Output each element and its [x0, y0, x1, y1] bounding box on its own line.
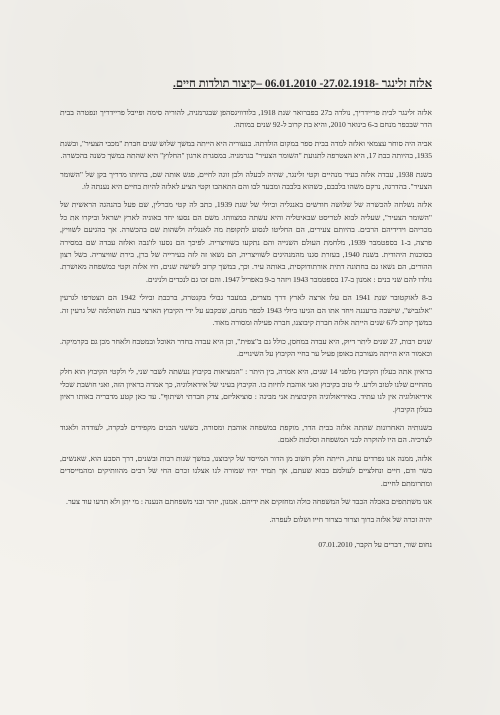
paragraph-condolences: אנו משתתפים באבלה הכבד של המשפחה כולה ומחזקים את ידיהם. אמנון, יזהר ובני משפחתם הנענה : מי יתן ולא תדעו עוד צער.	[66, 496, 432, 506]
paragraph-memory: יהיה זכרה של אלזה ברוך וצרור בצרור חייו ושלום לעפרה.	[269, 515, 432, 525]
document-title: אלזה זלינגר -27.02.1918- 06.01.2010 –קיצור תולדות חיים.	[172, 78, 432, 90]
paragraph-work: שנים רבות, 27 שנים ליתר דיוק, היא עבדה במחסן, כולל גם ב"צפית", וכן היא עבדה בחדר האוכל ובמטבח ולאחר מכן גם בקרמיקה. וכאמור היא הייתה מעורבת באופן פעיל ער בחיי הקיבוץ על השינויים.	[60, 336, 432, 358]
paragraph-interview: בראיון אתה בעלון הקיבוץ מלפני 14 שנים, היא אמרה, בין היתר : "המציאות בקיבוץ נעשתה לשבר שני, לי ולקטי הקיבוץ הוא חלק מהחיים שלנו לטוב ולרע. לי טוב בקיבוץ ואני אוהבת לחיות בו. הקיבוץ בעיני של אידאולוגיה, כך אמרה בראיון הזה, ואני חושבת שכלי אידיאולוגיה אין לנו עתיד. באידיאולוגיה הקיבוצית אני מבינה : סוציאליזם, צדק חברתי ושיתוף". עד כאן קטע מדבריה באותו ראיון בעלון הקיבוץ.	[60, 367, 432, 414]
paragraph-switzerland: אלזה נשלחה להכשרה של שלושה חודשים באנגליה וביולי של שנת 1939, כתב לה קטי מכרלין, שם פעל בהנהגה הראשית של "השומר הצעיר", שעליה לבוא לטריסט שבאיטליה והיא עשתה כמצוותו. משם הם נסעו יחד באוניה לארץ ישראל וביקרו את כל מכריהם וידידיהם הרבים. בהיותם צעירים, הם החליטו לנסוע לתקופת מה לאנגליה ולשהות שם בהכשרה. אך בהגיעם לשוויץ, פרצה, ב-1 בספטמבר 1939, מלחמת העולם השנייה והם נתקעו בשוויצריה. לפיכך הם נסעו לז'נבה ואלזה עבדה שם במסירה בסוכנות היהודית. בשנת 1940, בעזרת סגנו מהמנהיגים לשוויצריה, הם נשאו זה לזה בעירייה של ברן, בירת שוויצריה. בשל רצון ההורים, הם נשאו גם בחתונה דתית אורתודוקסית, באותה עיר. וכך, במשך קרוב לשישה שנים, חיו אלזה וקטי כמשפחה מאושרת. נולדו להם שני בנים : אמנון ב-17 בספטמבר 1943 ויזהר ב-9 באפריל 1947. והם זכו גם לנכדים ולנינים.	[60, 200, 433, 284]
paragraph-meeting: בשנת 1938, עבדה אלזה בעיר מנהיים וקטי זלינגר, שהיה לבעלה ולבן זוגה לחיים, פגש אותה שם, בהיותו מדריך בקן של "השומר הצעיר". בהדרגה, נרקם משהו בלבבם, כשהוא בלבבה ומבעד לבו והם התאהבו וקטי הציע לאלזה להיות בחיים היא נענתה לו.	[60, 169, 432, 192]
paragraph-last-years: בשנותיה האחרונות שהתה אלזה בבית הדר, מוקפת במשפחה אוהבת ומסורה, כששני הבנים מקפידים לבקרה, לעודדה ולאגוד לצרכיה. הם היו להוקרה לבני המשפחה וסלכות לאמם.	[60, 422, 432, 445]
paragraph-birth: אלזה זלינגר לבית פריידריך, נולדה ב27 בפברואר שנת 1918, בלודוויגסהפן שבגרמניה, להוריה סימה ופייבל פריידריך ונפטרה בבית הדר שבכפר מנחם ב-6 בינואר 2010, והיא בת קרוב ל-92 שנים במותה.	[60, 108, 432, 130]
paragraph-founders: אלזה, ממנה אנו נפרדים עתה, הייתה חלק חשוב מן הדור המייסד של קיבוצנו, במשך שנות רבות ובשנים, דרך הסבע הוא, שאנשים, בשר ודם, חיים ונחלציים לעולמם בבוא שעתם, אך תמיד יהיו שמורה לנו אצלנו זכרם החי של רבים מהוותיקים ומהמייסדים ומתרומתם לחיים.	[60, 453, 432, 488]
signature-line: נחום שור, דברים על הקבר, 07.01.2010	[318, 539, 432, 549]
paragraph-youth: אביה היה סוחר עצמאי ואלזה למדה בבית ספר במקום הולדתה. בנעוריה היא הייתה במשך שלוש שנים חברת "מכבי הצעיר", ובשנת 1935, בהיותה כבת 17, היא הצטרפה לתנועת "השומר הצעיר" בגרמניה. במסגרת ארגון "החלוץ" היא שהתה במשך כשנה בהכשרה.	[60, 138, 432, 161]
paragraph-aliyah: ב-8 לאוקטובר שנת 1941 הם עלו ארצה לארץ דרך מצרים, במעבר גבולי בקנטרה, ברכבת וביולי 1942 הם הצטרפו לגרעין "אלגביש", שישבה ברעננה ויחד אתו הם הגיעו ביולי 1943 לכפר מנחם, שבקבע על ידי הקיבוץ הארצי בעת השתלמה של גרעין זה. במשך קרוב ל67 שנים הייתה אלזה חברת קיבוצנו, חברה פעילה ומסורה מאוד.	[60, 293, 432, 328]
